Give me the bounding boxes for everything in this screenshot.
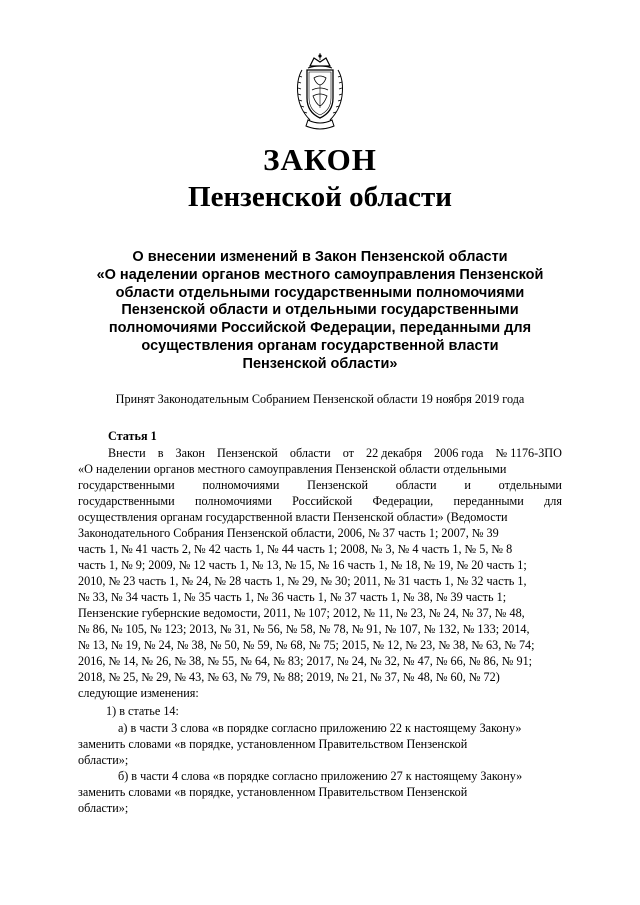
- article-word: 2018, № 25, № 29, № 43, № 63, № 79, № 88; 2019, № 21, № 37, № 48, № 60, № 72): [78, 670, 500, 684]
- article-word: области: [289, 446, 331, 460]
- article-word: следующие изменения:: [78, 686, 199, 700]
- article-word: государственными: [78, 478, 175, 492]
- article-word: № 33, № 34 часть 1, № 35 часть 1, № 36 часть 1, № 37 часть 1, № 38, № 39 часть 1;: [78, 590, 507, 604]
- item-b-line: [78, 768, 562, 784]
- article-line: [78, 669, 562, 685]
- heading-line: Пензенской области и отдельными государственными: [121, 302, 519, 319]
- heading-line: осуществления органам государственной власти: [141, 337, 499, 354]
- article-word: 2006 года: [434, 446, 484, 460]
- article-word: для: [544, 494, 562, 508]
- article-line: [78, 493, 562, 509]
- item-a-text: а) в части 3 слова «в порядке согласно приложению 22 к настоящему Закону»: [118, 721, 522, 735]
- article-word: Законодательного Собрания Пензенской области, 2006, № 37 часть 1; 2007, № 39: [78, 526, 499, 540]
- article-word: переданными: [453, 494, 524, 508]
- item-a-text: области»;: [78, 753, 129, 767]
- article-line: [78, 541, 562, 557]
- coat-of-arms-icon: [288, 52, 352, 132]
- heading-line: Пензенской области»: [242, 355, 398, 372]
- article-line: [78, 637, 562, 653]
- article-word: отдельными: [498, 478, 562, 492]
- item-a-line: [78, 752, 562, 768]
- article-line: [78, 461, 562, 477]
- article-line: [78, 525, 562, 541]
- article-line: [78, 445, 562, 461]
- item-a: [78, 720, 562, 768]
- article-word: № 13, № 19, № 24, № 38, № 50, № 59, № 68, № 75; 2015, № 12, № 23, № 38, № 63, № 74;: [78, 638, 535, 652]
- item-a-line: [78, 720, 562, 736]
- article-word: государственными: [78, 494, 175, 508]
- article-line: [78, 621, 562, 637]
- document-subtitle: Пензенской области: [188, 181, 452, 213]
- article-body: [78, 445, 562, 701]
- article-word: полномочиями: [194, 494, 272, 508]
- document-title: ЗАКОН: [263, 142, 377, 177]
- article-word: области: [395, 478, 437, 492]
- law-heading: [80, 249, 560, 374]
- article-word: от: [342, 446, 354, 460]
- article-word: в: [157, 446, 164, 460]
- item-b: [78, 768, 562, 816]
- heading-line: полномочиями Российской Федерации, переданными для: [108, 320, 532, 337]
- article-word: Российской: [292, 494, 353, 508]
- adoption-note: Принят Законодательным Собранием Пензенской области 19 ноября 2019 года: [115, 392, 525, 406]
- article-line: [78, 509, 562, 525]
- article-word: и: [464, 478, 471, 492]
- item-1-text: 1) в статье 14:: [106, 704, 179, 718]
- article-title: Статья 1: [108, 429, 157, 443]
- heading-line: «О наделении органов местного самоуправления Пензенской: [96, 266, 544, 283]
- article-word: осуществления органам государственной власти Пензенской области» (Ведомости: [78, 510, 508, 524]
- article-word: Пензенской: [307, 478, 368, 492]
- article-word: Пензенской: [217, 446, 278, 460]
- article-word: № 1176-ЗПО: [495, 446, 562, 460]
- article-word: полномочиями: [202, 478, 280, 492]
- item-b-text: заменить словами «в порядке, установленном Правительством Пензенской: [78, 785, 468, 799]
- article-word: 2010, № 23 часть 1, № 24, № 28 часть 1, № 29, № 30; 2011, № 31 часть 1, № 32 часть 1,: [78, 574, 527, 588]
- article-line: [78, 605, 562, 621]
- article-line: [78, 557, 562, 573]
- article-line: [78, 589, 562, 605]
- article-word: № 86, № 105, № 123; 2013, № 31, № 56, № 58, № 78, № 91, № 107, № 132, № 133; 2014,: [78, 622, 530, 636]
- heading-line: области отдельными государственными полномочиями: [115, 284, 525, 301]
- article-word: Пензенские губернские ведомости, 2011, № 107; 2012, № 11, № 23, № 24, № 37, № 48,: [78, 606, 525, 620]
- article-word: Закон: [175, 446, 205, 460]
- item-1: [78, 703, 562, 719]
- article-word: «О наделении органов местного самоуправления Пензенской области отдельными: [78, 462, 507, 476]
- article-word: 22 декабря: [366, 446, 422, 460]
- article-line: [78, 685, 562, 701]
- item-b-text: б) в части 4 слова «в порядке согласно приложению 27 к настоящему Закону»: [118, 769, 523, 783]
- item-a-text: заменить словами «в порядке, установленном Правительством Пензенской: [78, 737, 468, 751]
- article-word: 2016, № 14, № 26, № 38, № 55, № 64, № 83; 2017, № 24, № 32, № 47, № 66, № 86, № 91;: [78, 654, 533, 668]
- heading-line: О внесении изменений в Закон Пензенской области: [132, 249, 508, 265]
- article-word: Внести: [108, 446, 146, 460]
- item-b-line: [78, 784, 562, 800]
- item-b-text: области»;: [78, 801, 129, 815]
- article-line: [78, 573, 562, 589]
- article-line: [78, 477, 562, 493]
- article-line: [78, 653, 562, 669]
- article-word: часть 1, № 9; 2009, № 12 часть 1, № 13, № 15, № 16 часть 1, № 18, № 19, № 20 часть 1;: [78, 558, 527, 572]
- item-b-line: [78, 800, 562, 816]
- article-word: часть 1, № 41 часть 2, № 42 часть 1, № 44 часть 1; 2008, № 3, № 4 часть 1, № 5, № 8: [78, 542, 513, 556]
- item-a-line: [78, 736, 562, 752]
- article-word: Федерации,: [372, 494, 434, 508]
